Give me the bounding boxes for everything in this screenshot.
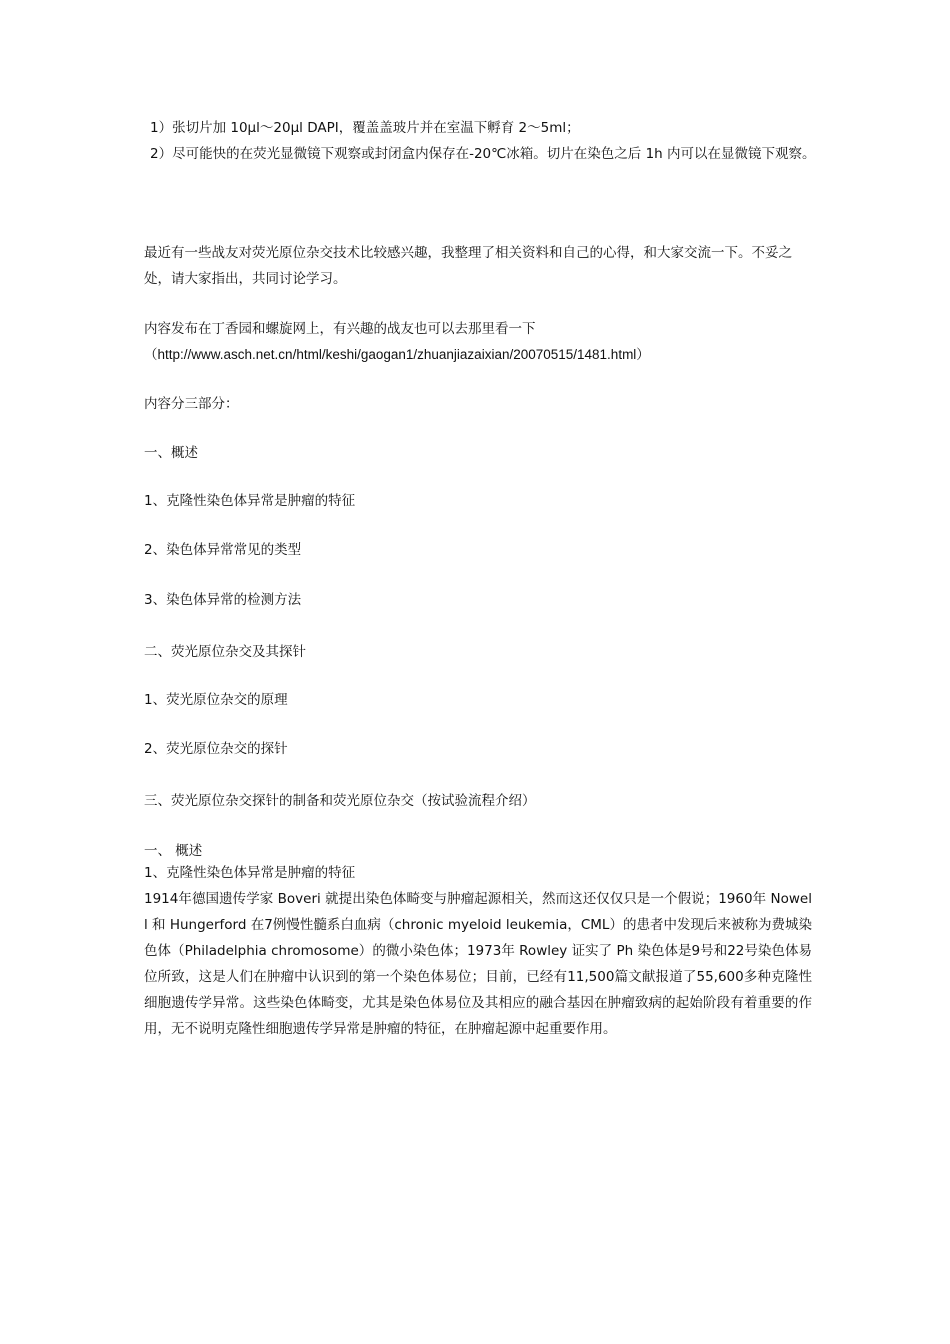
source-note: 内容发布在丁香园和螺旋网上，有兴趣的战友也可以去那里看一下 [144,321,536,337]
outline-item: 1、克隆性染色体异常是肿瘤的特征 [144,493,356,509]
section-1-title: 一、 概述 [144,843,203,859]
outline-item: 2、染色体异常常见的类型 [144,542,302,558]
outline-item: 3、染色体异常的检测方法 [144,592,302,608]
outline-item: 2、荧光原位杂交的探针 [144,741,288,757]
outline-part-2: 二、荧光原位杂交及其探针 [144,644,306,660]
intro-paragraph: 最近有一些战友对荧光原位杂交技术比较感兴趣，我整理了相关资料和自己的心得，和大家交流一下。不妥之处，请大家指出，共同讨论学习。 [144,245,792,287]
outline-heading: 内容分三部分： [144,396,239,412]
section-1-subtitle: 1、克隆性染色体异常是肿瘤的特征 [144,865,356,881]
outline-item: 1、荧光原位杂交的原理 [144,692,288,708]
source-url: （http://www.asch.net.cn/html/keshi/gaogan1/zhuanjiazaixian/20070515/1481.html） [144,347,650,362]
outline-part-3: 三、荧光原位杂交探针的制备和荧光原位杂交（按试验流程介绍） [144,793,536,809]
protocol-step-1: 1）张切片加 10μl～20μl DAPI，覆盖盖玻片并在室温下孵育 2～5ml； [150,120,580,136]
outline-part-1: 一、概述 [144,445,198,461]
protocol-step-2: 2）尽可能快的在荧光显微镜下观察或封闭盒内保存在-20℃冰箱。切片在染色之后 1h 内可以在显微镜下观察。 [150,146,816,162]
section-1-body: 1914年德国遗传学家 Boveri 就提出染色体畸变与肿瘤起源相关，然而这还仅仅只是一个假说；1960年 Nowell 和 Hungerford 在7例慢性髓系白血病（chronic myeloid leukemia，CML）的患者中发现后来被称为费城染色体（Philadelphia chromosome）的微小染色体；1973年 Rowley 证实了 Ph 染色体是9号和22号染色体易位所致，这是人们在肿瘤中认识到的第一个染色体易位；目前，已经有11,500篇文献报道了55,600多种克隆性细胞遗传学异常。这些染色体畸变，尤其是染色体易位及其相应的融合基因在肿瘤致病的起始阶段有着重要的作用，无不说明克隆性细胞遗传学异常是肿瘤的特征，在肿瘤起源中起重要作用。 [144,891,812,1037]
